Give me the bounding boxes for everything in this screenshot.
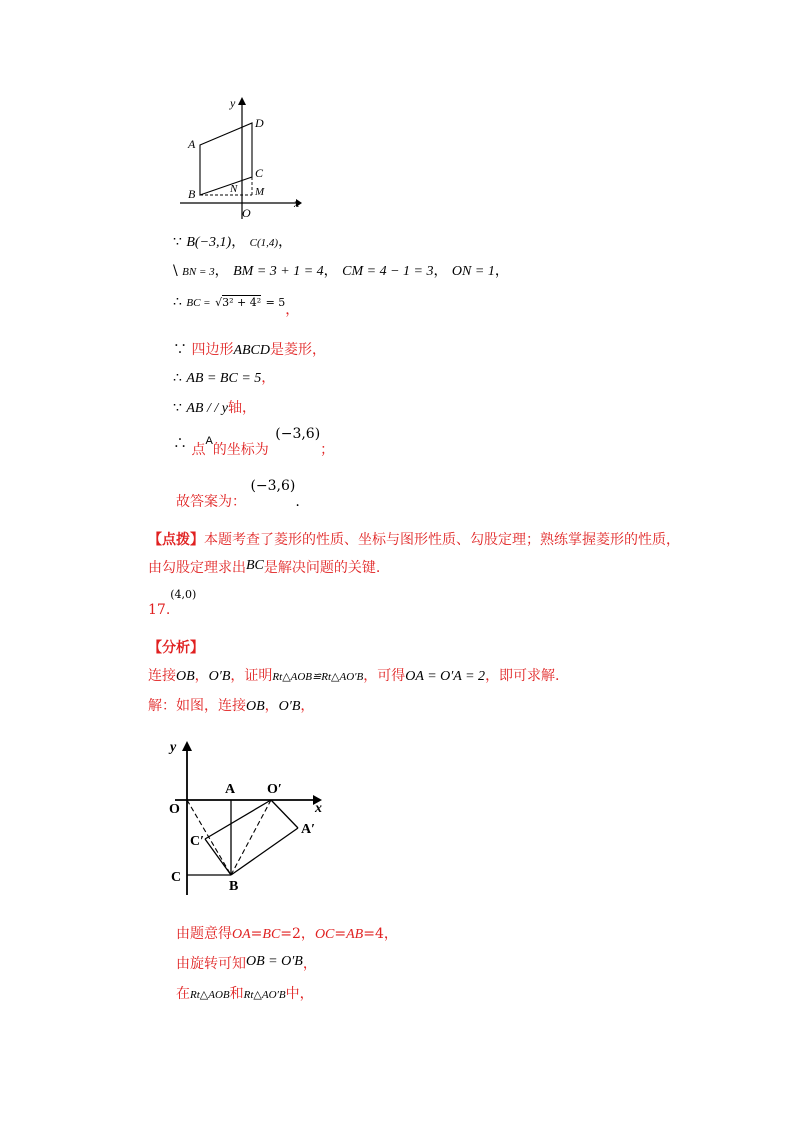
therefore-symbol: ∴ [173,294,182,310]
backslash-symbol: \ [173,263,178,279]
term-abcd: ABCD [233,343,271,358]
segment-o1a1 [271,800,298,828]
answer-label: 故答案为： [176,494,246,510]
label-m: M [255,186,265,198]
solution16-line3 [173,292,300,318]
rhombus-abcd [200,123,252,195]
solution16-line4 [173,340,326,361]
therefore-symbol: ∴ [173,370,182,386]
figure-rotation [165,735,340,900]
text-solve: ，即可求解. [485,668,560,684]
label-o: O [169,802,180,817]
text-quadrilateral: 四边形 [191,342,234,358]
text-middle: 中， [285,986,314,1002]
answer-period: . [295,494,300,510]
separator: ， [214,263,229,279]
hint-text-1: 本题考查了菱形的性质、坐标与图形性质、勾股定理；熟练掌握菱形的性质， [204,532,680,548]
solution16-answer [176,478,300,514]
expr-oa-eq: OA = O′A = 2 [405,669,486,684]
analysis-line [148,666,560,687]
text-prove: ，证明 [230,668,273,684]
label-n: N [230,183,238,195]
analysis-tag: 【分析】 [148,640,204,656]
expr-bn: BN = 3 [182,266,215,278]
term-oa: OA [232,927,251,942]
separator: ， [261,370,276,386]
hint16-line2 [148,558,380,579]
solution17-line2 [176,954,317,975]
label-b: B [188,187,196,201]
term-bc: BC [246,558,264,573]
coord-a: (−3,6) [275,426,321,442]
term-rt-aob: Rt△AOB [190,989,230,1001]
term-rt: Rt [272,671,283,683]
text-is-rhombus: 是菱形， [270,342,327,358]
term-congruent: △AOB≌Rt△AO′B [282,671,364,683]
separator: ， [300,698,315,714]
text-axis: 轴， [227,400,256,416]
solution16-line5 [173,368,275,389]
value-4: =4， [363,926,398,942]
point-b-coord: B(−3,1) [186,235,232,250]
label-a: A [188,137,196,151]
text-rotation: 由旋转可知 [176,956,246,972]
text-connect: 连接 [148,668,176,684]
point-c-coord: C(1,4) [249,237,279,249]
label-c: C [255,166,264,180]
value-2: =2， [280,926,315,942]
label-x: x [294,196,300,210]
term-ob: OB [176,669,195,684]
term-rt-ao1b: Rt△AO′B [243,989,286,1001]
figure-rhombus-coordinate [170,95,310,223]
separator: ， [494,263,509,279]
term-o1b: O′B [208,669,231,684]
solution17-line3 [176,984,314,1005]
text-from-problem: 由题意得 [176,926,232,942]
expr-cm: CM = 4 − 1 = 3 [342,264,434,279]
expr-on: ON = 1 [451,264,495,279]
expr-ab-bc: AB = BC = 5 [186,371,262,386]
separator: ， [194,668,209,684]
label-d: D [255,116,264,130]
segment-o1c1 [205,800,271,839]
hint-tag: 【点拨】 [148,532,204,548]
expr-bc-rhs: = 5 [265,296,286,309]
hint16-line1 [148,530,680,550]
term-ab: AB [346,927,364,942]
text-point: 点 [191,442,206,458]
y-axis-arrow [238,97,246,105]
problem17-header [148,586,196,622]
equals: = [334,926,347,942]
separator: ， [264,698,279,714]
solution16-line6 [173,398,256,419]
separator: ， [278,234,293,250]
text-and: 和 [229,986,244,1002]
sqrt-radicand: 3² + 4² [222,296,262,309]
text-coordinate-is: 的坐标为 [212,442,269,458]
segment-a1b [231,828,298,875]
label-x: x [315,801,322,816]
label-o1: O′ [267,782,282,797]
term-bc: BC [262,927,281,942]
label-b: B [229,879,239,894]
separator: ， [231,234,246,250]
because-symbol: ∵ [173,234,182,250]
sqrt-symbol: √ [215,296,223,309]
expr-bm: BM = 3 + 1 = 4 [233,264,324,279]
solve-line [148,696,314,717]
expr-ob-eq: OB = O′B [246,954,303,969]
text-solution: 解：如图，连接 [148,698,246,714]
expr-bc-lhs: BC = [186,297,211,309]
term-o1b: O′B [278,699,301,714]
hint-text-2a: 由勾股定理求出 [148,560,246,576]
separator: ， [302,956,317,972]
text-in: 在 [176,986,190,1002]
problem-answer: (4,0) [170,588,197,601]
point-a-label: A [205,435,213,447]
label-c: C [171,870,182,885]
hint-text-2b: 是解决问题的关键. [263,560,381,576]
problem-number: 17. [148,602,171,618]
label-y: y [170,740,177,755]
label-o: O [242,206,251,220]
label-a: A [225,782,236,797]
y-axis-arrow [182,741,192,751]
label-a1: A′ [301,822,316,837]
solution17-line1 [176,924,398,945]
separator: ， [323,263,338,279]
solution16-line7 [173,426,334,466]
therefore-symbol: ∴ [173,436,187,452]
term-oc: OC [314,927,335,942]
separator: ； [320,442,335,458]
text-obtain: ，可得 [363,668,406,684]
equals: = [250,926,263,942]
segment-c1b [205,839,231,875]
solution16-line2 [173,261,509,282]
term-ob: OB [246,699,265,714]
because-symbol: ∵ [173,400,182,416]
solution16-line1 [173,232,292,253]
label-c1: C′ [190,834,205,849]
expr-ab-parallel-y: AB / / y [186,401,228,416]
because-symbol: ∵ [173,342,187,358]
separator: ， [433,263,448,279]
separator: ， [285,302,300,318]
answer-coord: (−3,6) [250,478,296,494]
label-y: y [230,96,236,110]
